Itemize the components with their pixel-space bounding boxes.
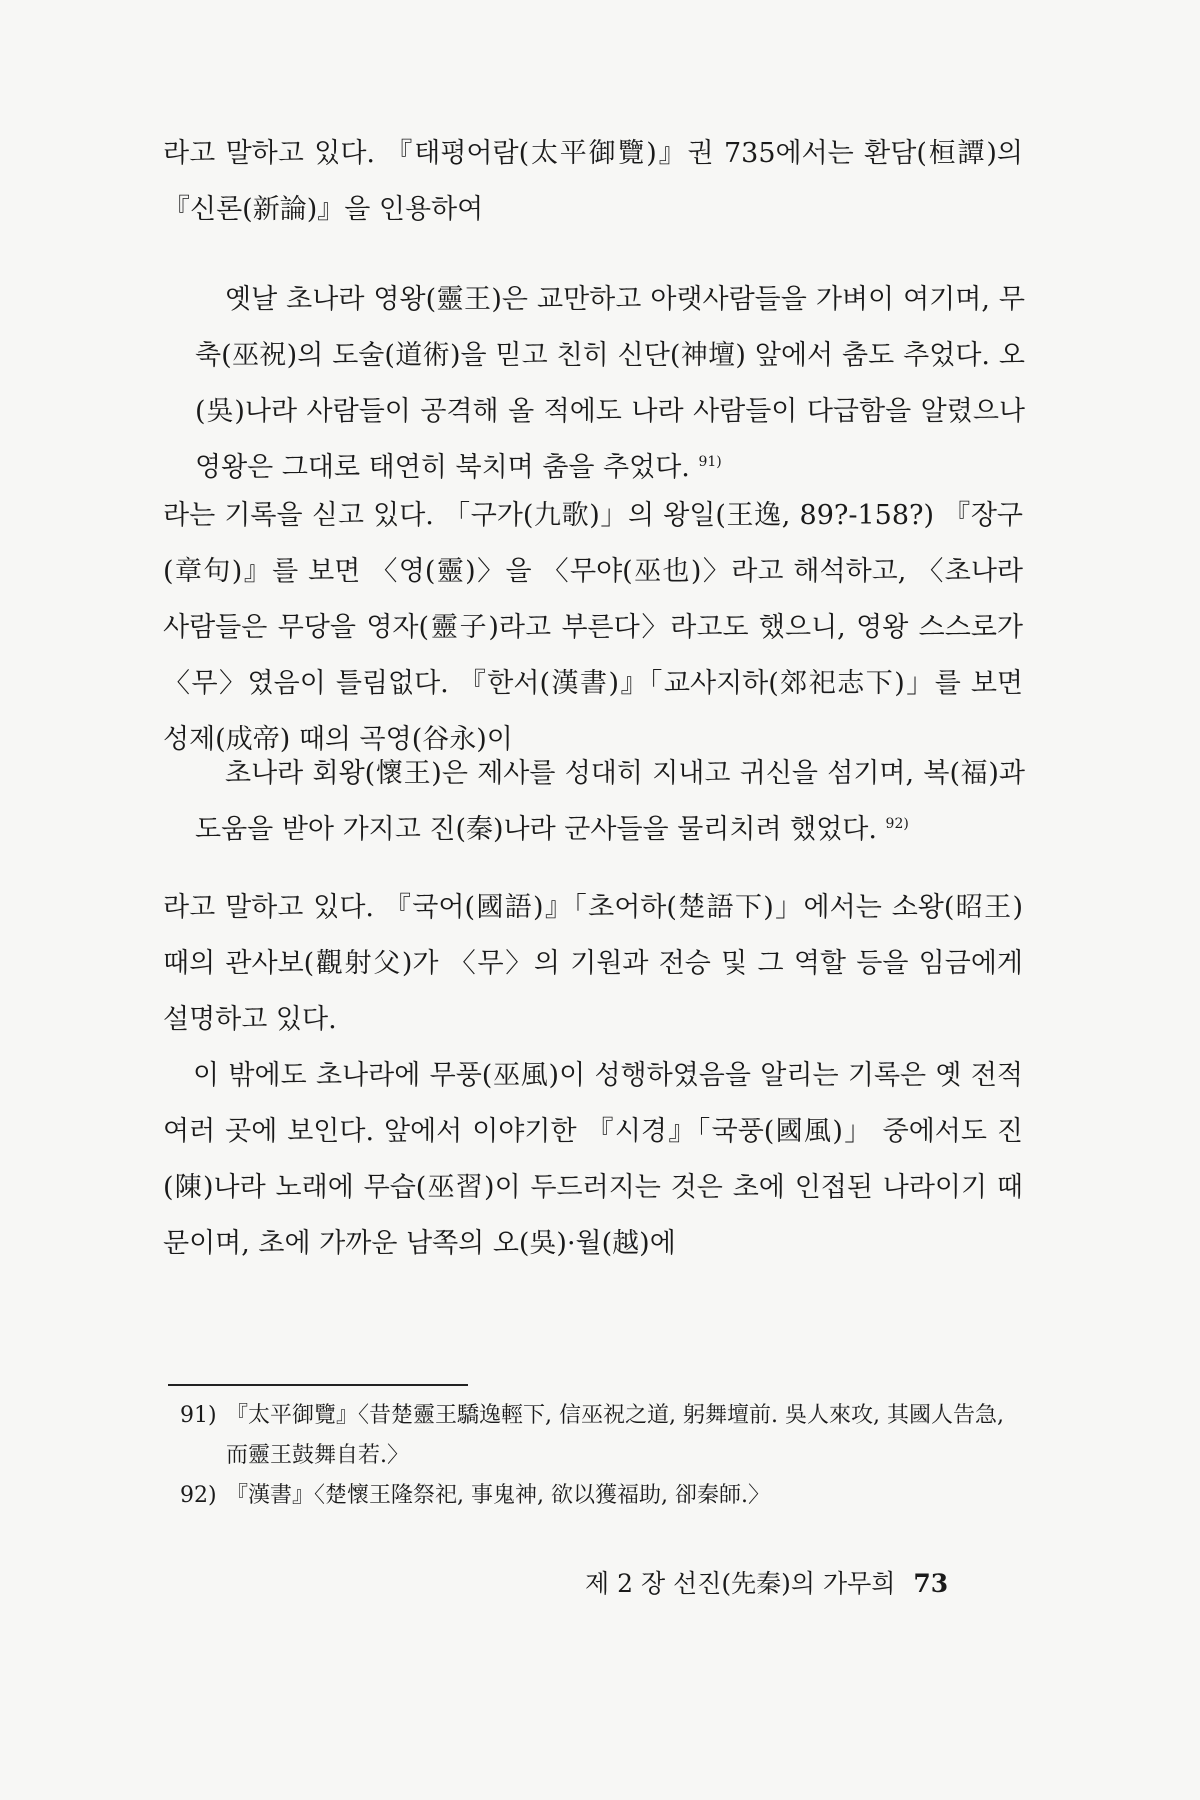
footnote-text: 『漢書』〈楚懷王隆祭祀, 事鬼神, 欲以獲福助, 卻秦師.〉 bbox=[226, 1483, 770, 1508]
paragraph-text: 이 밖에도 초나라에 무풍(巫風)이 성행하였음을 알리는 기록은 옛 전적 여러 곳에 보인다. 앞에서 이야기한 『시경』「국풍(國風)」 중에서도 진(陳)나라 노래에 무습(巫習)이 두드러지는 것은 초에 인접된 나라이기 때문이며, 초에 가까운 남쪽의 오(吳)·월(越)에 bbox=[163, 1060, 1024, 1259]
footnote-number: 92) bbox=[180, 1483, 217, 1508]
paragraph-jiuge bbox=[163, 488, 1023, 768]
page-number: 73 bbox=[913, 1569, 949, 1598]
paragraph-text: 라는 기록을 싣고 있다. 「구가(九歌)」의 왕일(王逸, 89?-158?) 『장구(章句)』를 보면 〈영(靈)〉을 〈무야(巫也)〉라고 해석하고, 〈초나라 사람들은 무당을 영자(靈子)라고 부른다〉라고도 했으니, 영왕 스스로가 〈무〉였음이 틀림없다. 『한서(漢書)』「교사지하(郊祀志下)」를 보면 성제(成帝) 때의 곡영(谷永)이 bbox=[163, 500, 1023, 755]
paragraph-guoyu bbox=[163, 880, 1023, 1272]
quote-text bbox=[195, 272, 1025, 496]
footnotes bbox=[180, 1396, 1025, 1516]
footnote-divider bbox=[168, 1384, 468, 1386]
footnote-number: 91) bbox=[180, 1403, 217, 1428]
block-quote-1 bbox=[195, 272, 1025, 496]
quote-body: 옛날 초나라 영왕(靈王)은 교만하고 아랫사람들을 가벼이 여기며, 무축(巫祝)의 도술(道術)을 믿고 친히 신단(神壇) 앞에서 춤도 추었다. 오(吳)나라 사람들이 공격해 올 적에도 나라 사람들이 다급함을 알렸으나 영왕은 그대로 태연히 북치며 춤을 추었다. bbox=[195, 284, 1025, 483]
footnote-ref-92: 92) bbox=[885, 816, 909, 832]
footnote-ref-91: 91) bbox=[698, 454, 722, 470]
quote-text bbox=[195, 746, 1025, 858]
footnote-text: 『太平御覽』〈昔楚靈王驕逸輕下, 信巫祝之道, 躬舞壇前. 吳人來攻, 其國人告急, 而靈王鼓舞自若.〉 bbox=[226, 1403, 1004, 1468]
paragraph-intro bbox=[163, 126, 1023, 238]
block-quote-2 bbox=[195, 746, 1025, 858]
paragraph-text: 라고 말하고 있다. 『태평어람(太平御覽)』권 735에서는 환담(桓譚)의 『신론(新論)』을 인용하여 bbox=[163, 138, 1023, 225]
quote-body: 초나라 회왕(懷王)은 제사를 성대히 지내고 귀신을 섬기며, 복(福)과 도움을 받아 가지고 진(秦)나라 군사들을 물리치려 했었다. bbox=[195, 758, 1025, 845]
running-footer bbox=[585, 1564, 1005, 1604]
paragraph-text: 라고 말하고 있다. 『국어(國語)』「초어하(楚語下)」에서는 소왕(昭王) 때의 관사보(觀射父)가 〈무〉의 기원과 전승 및 그 역할 등을 임금에게 설명하고 있다. bbox=[163, 892, 1023, 1035]
chapter-title: 제 2 장 선진(先秦)의 가무희 bbox=[585, 1569, 896, 1598]
footnote-92 bbox=[180, 1476, 1025, 1516]
footnote-91 bbox=[180, 1396, 1025, 1476]
